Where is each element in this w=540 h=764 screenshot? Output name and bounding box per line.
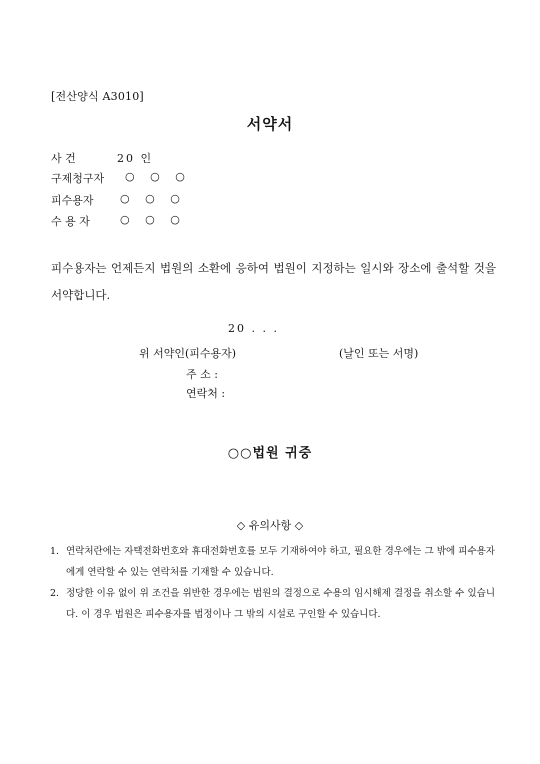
pledge-text: 피수용자는 언제든지 법원의 소환에 응하여 법원이 지정하는 일시와 장소에 출석할 것을 서약합니다.: [51, 261, 496, 302]
field-label-detainee: 피수용자: [51, 194, 94, 207]
note-text: 연락처란에는 자택전화번호와 휴대전화번호를 모두 기재하여야 하고, 필요한 경우에는 그 밖에 피수용자에게 연락할 수 있는 연락처를 기재할 수 있습니다.: [66, 546, 495, 578]
field-value-custodian: ○ ○ ○: [120, 213, 186, 226]
seal-note: (날인 또는 서명): [339, 347, 419, 360]
note-item: [50, 583, 495, 625]
signer-label: 위 서약인(피수용자): [139, 347, 237, 360]
field-label-case: 사 건: [51, 152, 76, 165]
notes-list: [50, 541, 495, 625]
field-value-detainee: ○ ○ ○: [120, 192, 186, 205]
note-number: 1.: [50, 546, 60, 557]
field-value-case: 20 인: [117, 152, 154, 165]
address-label: 주 소 :: [186, 368, 218, 381]
form-code: [전산양식 A3010]: [51, 90, 144, 103]
note-number: 2.: [50, 588, 60, 599]
note-item: [50, 541, 495, 583]
date-line: 20 . . .: [228, 322, 279, 335]
court-addressee: ○○법원 귀중: [227, 446, 313, 461]
contact-label: 연락처 :: [186, 387, 226, 400]
field-value-petitioner: ○ ○ ○: [125, 170, 191, 183]
notes-title: ◇ 유의사항 ◇: [236, 519, 304, 532]
field-label-custodian: 수 용 자: [51, 215, 90, 228]
note-text: 정당한 이유 없이 위 조건을 위반한 경우에는 법원의 결정으로 수용의 임시해제 결정을 취소할 수 있습니다. 이 경우 법원은 피수용자를 법정이나 그 밖의 시설로 구인할 수 있습니다.: [66, 588, 495, 620]
field-label-petitioner: 구제청구자: [51, 172, 105, 185]
document-title: 서약서: [246, 115, 294, 133]
